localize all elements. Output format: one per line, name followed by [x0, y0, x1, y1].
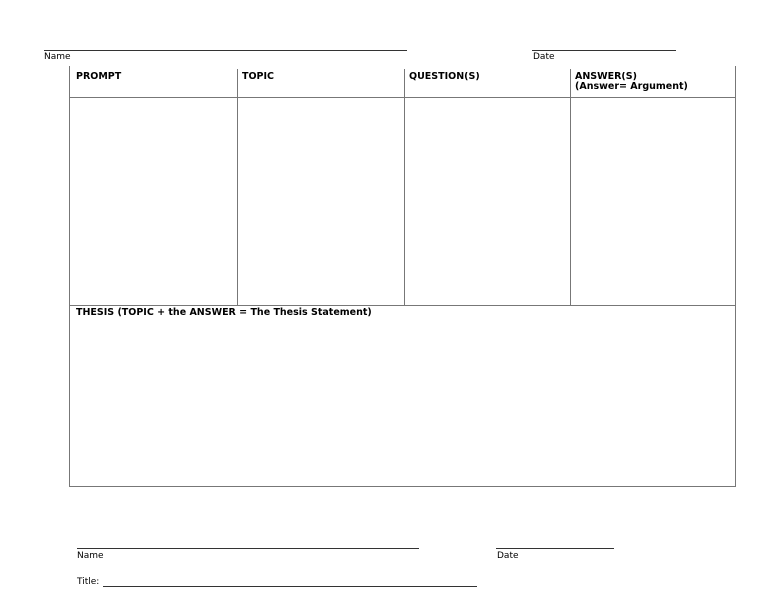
date-line-bottom[interactable]: [496, 548, 614, 549]
thesis-cell[interactable]: [71, 320, 735, 484]
thesis-row-divider: [70, 305, 735, 306]
column-header-label: TOPIC: [242, 72, 275, 82]
name-line-top[interactable]: [44, 50, 407, 51]
column-header-label: QUESTION(S): [409, 72, 480, 82]
title-line[interactable]: [103, 586, 477, 587]
column-header-label: ANSWER(S): [575, 72, 637, 82]
column-header-label: PROMPT: [76, 72, 122, 82]
title-label: Title:: [77, 577, 100, 587]
column-header-answers: [575, 72, 735, 92]
questions-cell[interactable]: [405, 98, 569, 304]
worksheet-table: [69, 66, 736, 487]
prompt-cell[interactable]: [71, 98, 236, 304]
name-line-bottom[interactable]: [77, 548, 419, 549]
answers-cell[interactable]: [571, 98, 735, 304]
date-label-bottom: Date: [497, 551, 519, 561]
page-crop-edge: [70, 66, 735, 69]
name-label-bottom: Name: [77, 551, 104, 561]
column-header-topic: [242, 72, 398, 82]
name-label-top: Name: [44, 52, 71, 62]
date-line-top[interactable]: [532, 50, 676, 51]
topic-cell[interactable]: [238, 98, 403, 304]
date-label-top: Date: [533, 52, 555, 62]
column-header-prompt: [76, 72, 232, 82]
column-header-questions: [409, 72, 565, 82]
thesis-label: THESIS (TOPIC + the ANSWER = The Thesis Statement): [76, 307, 372, 318]
column-header-sublabel: (Answer= Argument): [575, 81, 688, 92]
